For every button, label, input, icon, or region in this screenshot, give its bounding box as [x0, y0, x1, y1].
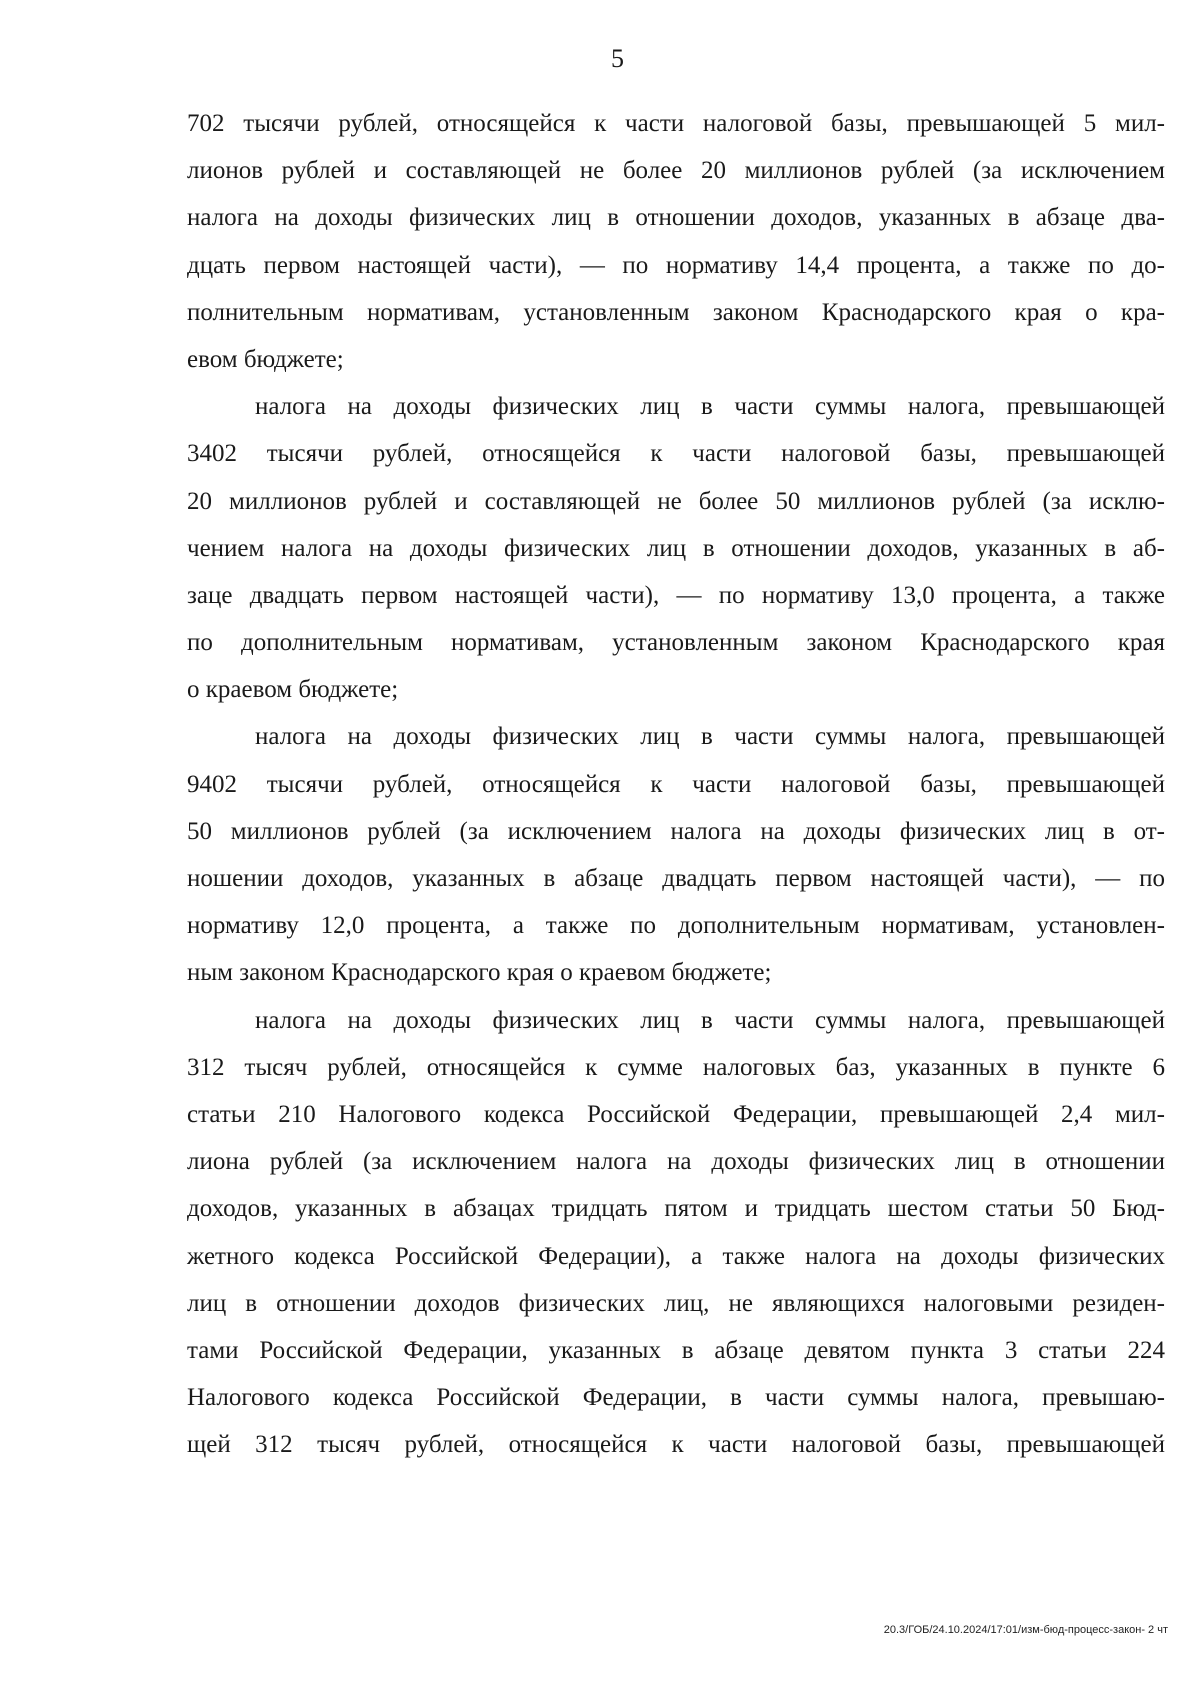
text-line: лиц в отношении доходов физических лиц, не являющихся налоговыми резиден-: [187, 1289, 1165, 1317]
text-line: статьи 210 Налогового кодекса Российской Федерации, превышающей 2,4 мил-: [187, 1100, 1165, 1128]
text-line: полнительным нормативам, установленным законом Краснодарского края о кра-: [187, 298, 1165, 326]
text-line: налога на доходы физических лиц в отношении доходов, указанных в абзаце два-: [187, 204, 1165, 232]
text-line: 20 миллионов рублей и составляющей не более 50 миллионов рублей (за исклю-: [187, 487, 1165, 515]
document-body: [187, 100, 1165, 1468]
text-line: ным законом Краснодарского края о краевом бюджете;: [187, 959, 772, 987]
text-line: чением налога на доходы физических лиц в отношении доходов, указанных в аб-: [187, 534, 1165, 562]
document-footer-code: 20.3/ГОБ/24.10.2024/17:01/изм-бюд-процесс-закон- 2 чт: [883, 1624, 1168, 1636]
text-line: 312 тысяч рублей, относящейся к сумме налоговых баз, указанных в пункте 6: [187, 1053, 1165, 1081]
text-line: 3402 тысячи рублей, относящейся к части налоговой базы, превышающей: [187, 440, 1165, 468]
text-line: Налогового кодекса Российской Федерации, в части суммы налога, превышаю-: [187, 1384, 1165, 1412]
text-line: налога на доходы физических лиц в части суммы налога, превышающей: [255, 1006, 1165, 1034]
text-line: по дополнительным нормативам, установленным законом Краснодарского края: [187, 629, 1165, 657]
text-line: заце двадцать первом настоящей части), — по нормативу 13,0 процента, а также: [187, 581, 1165, 609]
text-line: лиона рублей (за исключением налога на доходы физических лиц в отношении: [187, 1148, 1165, 1176]
page-number: 5: [611, 44, 624, 73]
text-line: дцать первом настоящей части), — по нормативу 14,4 процента, а также по до-: [187, 251, 1165, 279]
text-line: тами Российской Федерации, указанных в абзаце девятом пункта 3 статьи 224: [187, 1336, 1165, 1364]
text-line: о краевом бюджете;: [187, 676, 399, 704]
text-line: 9402 тысячи рублей, относящейся к части налоговой базы, превышающей: [187, 770, 1165, 798]
text-line: ношении доходов, указанных в абзаце двадцать первом настоящей части), — по: [187, 865, 1165, 892]
text-line: 702 тысячи рублей, относящейся к части налоговой базы, превышающей 5 мил-: [187, 110, 1165, 137]
text-line: 50 миллионов рублей (за исключением налога на доходы физических лиц в от-: [187, 817, 1165, 845]
text-line: щей 312 тысяч рублей, относящейся к части налоговой базы, превышающей: [187, 1431, 1165, 1459]
text-line: лионов рублей и составляющей не более 20 миллионов рублей (за исключением: [187, 157, 1165, 185]
text-line: нормативу 12,0 процента, а также по дополнительным нормативам, установлен-: [187, 912, 1165, 940]
text-line: жетного кодекса Российской Федерации), а также налога на доходы физических: [187, 1242, 1165, 1270]
text-line: доходов, указанных в абзацах тридцать пятом и тридцать шестом статьи 50 Бюд-: [187, 1195, 1165, 1223]
text-line: налога на доходы физических лиц в части суммы налога, превышающей: [255, 393, 1165, 421]
text-line: евом бюджете;: [187, 345, 344, 373]
text-line: налога на доходы физических лиц в части суммы налога, превышающей: [255, 723, 1165, 751]
